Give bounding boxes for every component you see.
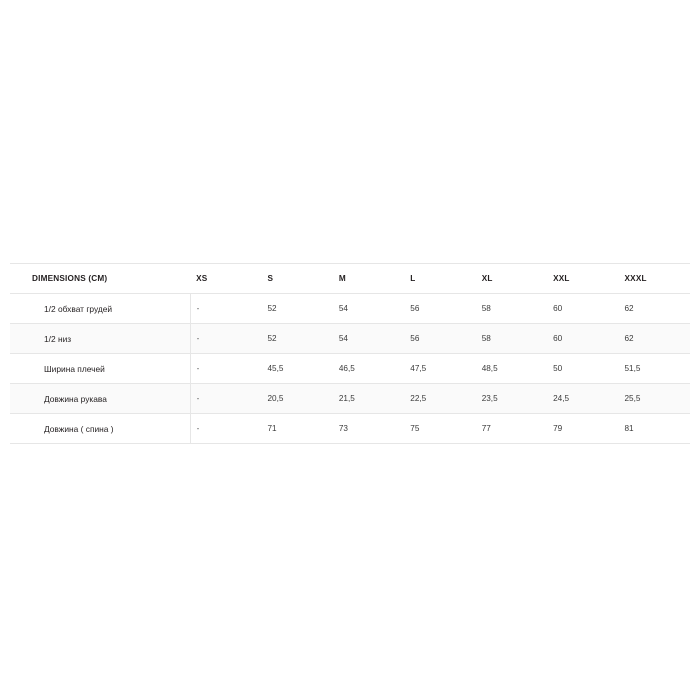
table-body [10,294,690,444]
table-header-row [10,264,690,294]
cell-sleeve-l: 22,5 [404,384,475,414]
cell-sleeve-xs: - [190,384,261,414]
cell-sleeve-xl: 23,5 [476,384,547,414]
cell-back-xxxl: 81 [619,414,691,444]
cell-sleeve-s: 20,5 [261,384,332,414]
cell-back-xl: 77 [476,414,547,444]
column-header-xs: XS [190,264,261,294]
size-chart-table [10,263,690,444]
cell-shoulder-l: 47,5 [404,354,475,384]
cell-chest-xl: 58 [476,294,547,324]
cell-back-s: 71 [261,414,332,444]
cell-chest-xs: - [190,294,261,324]
table-row [10,414,690,444]
size-chart-container [10,263,690,444]
cell-bottom-xs: - [190,324,261,354]
row-label-sleeve-length: Довжина рукава [10,384,190,414]
cell-bottom-xxl: 60 [547,324,618,354]
table-row [10,384,690,414]
column-header-xxxl: XXXL [619,264,691,294]
cell-shoulder-xxl: 50 [547,354,618,384]
cell-back-xxl: 79 [547,414,618,444]
cell-bottom-xl: 58 [476,324,547,354]
cell-shoulder-xl: 48,5 [476,354,547,384]
row-label-shoulder-width: Ширина плечей [10,354,190,384]
cell-shoulder-xs: - [190,354,261,384]
table-row [10,294,690,324]
table-row [10,354,690,384]
cell-chest-m: 54 [333,294,404,324]
cell-bottom-m: 54 [333,324,404,354]
cell-shoulder-m: 46,5 [333,354,404,384]
cell-shoulder-xxxl: 51,5 [619,354,691,384]
table-header [10,264,690,294]
cell-sleeve-xxl: 24,5 [547,384,618,414]
cell-back-l: 75 [404,414,475,444]
cell-shoulder-s: 45,5 [261,354,332,384]
cell-bottom-l: 56 [404,324,475,354]
column-header-m: M [333,264,404,294]
table-row [10,324,690,354]
cell-bottom-s: 52 [261,324,332,354]
cell-sleeve-xxxl: 25,5 [619,384,691,414]
column-header-xl: XL [476,264,547,294]
cell-chest-s: 52 [261,294,332,324]
cell-bottom-xxxl: 62 [619,324,691,354]
row-label-back-length: Довжина ( спина ) [10,414,190,444]
row-label-bottom: 1/2 низ [10,324,190,354]
cell-sleeve-m: 21,5 [333,384,404,414]
cell-back-xs: - [190,414,261,444]
cell-chest-xxl: 60 [547,294,618,324]
cell-back-m: 73 [333,414,404,444]
column-header-s: S [261,264,332,294]
column-header-xxl: XXL [547,264,618,294]
column-header-dimensions: DIMENSIONS (CM) [10,264,190,294]
row-label-chest: 1/2 обхват грудей [10,294,190,324]
cell-chest-l: 56 [404,294,475,324]
column-header-l: L [404,264,475,294]
cell-chest-xxxl: 62 [619,294,691,324]
